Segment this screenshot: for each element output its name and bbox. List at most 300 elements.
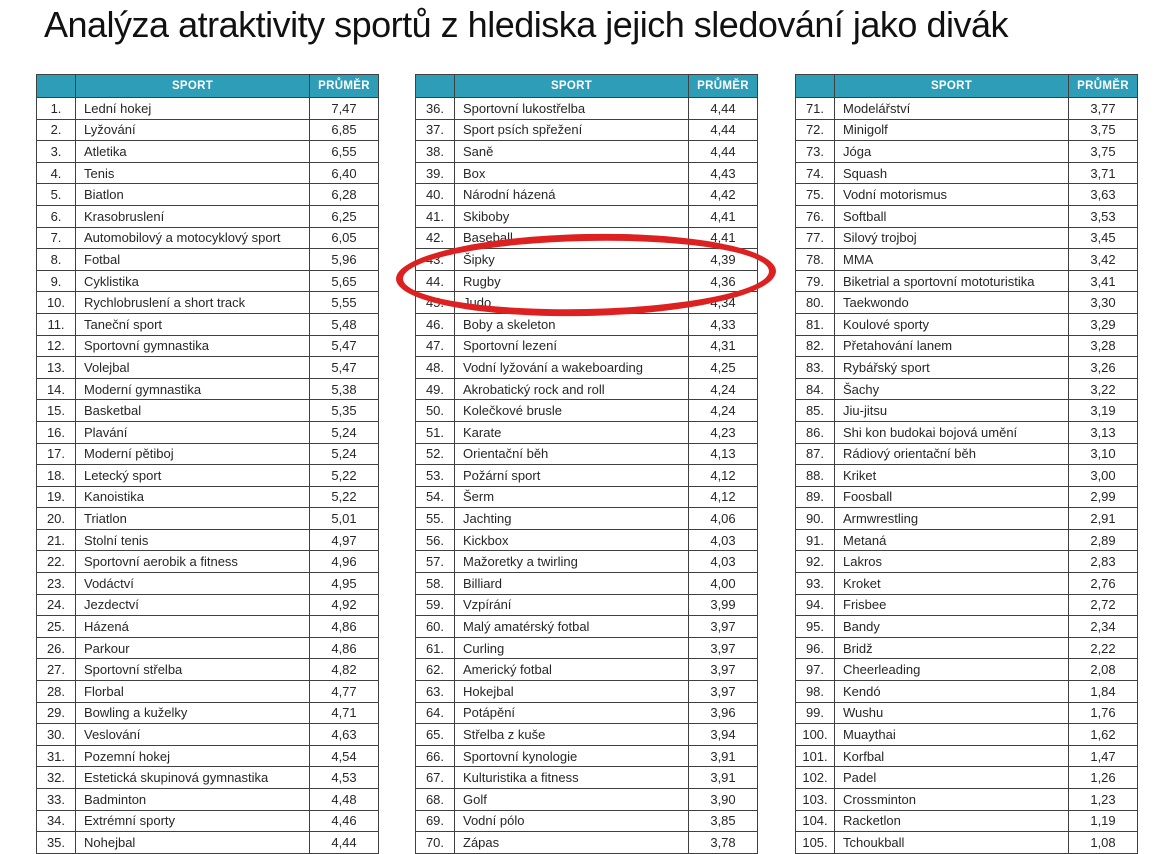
table-row — [416, 270, 758, 292]
table-row — [416, 184, 758, 206]
avg-cell: 2,89 — [1069, 529, 1138, 551]
sport-cell: Korfbal — [835, 745, 1069, 767]
avg-cell: 4,82 — [310, 659, 379, 681]
rank-cell: 66. — [416, 745, 455, 767]
table-row — [37, 832, 379, 854]
sport-cell: Billiard — [455, 573, 689, 595]
avg-cell: 3,91 — [689, 745, 758, 767]
sport-cell: Volejbal — [76, 357, 310, 379]
table-row — [37, 529, 379, 551]
rank-cell: 8. — [37, 249, 76, 271]
rank-cell: 62. — [416, 659, 455, 681]
table-row — [796, 443, 1138, 465]
avg-cell: 6,05 — [310, 227, 379, 249]
sport-cell: Kolečkové brusle — [455, 400, 689, 422]
sport-cell: Foosball — [835, 486, 1069, 508]
rank-cell: 33. — [37, 789, 76, 811]
rank-cell: 101. — [796, 745, 835, 767]
sport-cell: Kroket — [835, 573, 1069, 595]
sport-cell: Mažoretky a twirling — [455, 551, 689, 573]
table-row — [416, 767, 758, 789]
rank-cell: 29. — [37, 702, 76, 724]
avg-cell: 3,91 — [689, 767, 758, 789]
sport-cell: Sportovní střelba — [76, 659, 310, 681]
rank-cell: 19. — [37, 486, 76, 508]
sport-cell: Fotbal — [76, 249, 310, 271]
table-row — [796, 616, 1138, 638]
avg-cell: 4,86 — [310, 637, 379, 659]
rank-cell: 28. — [37, 681, 76, 703]
sport-cell: Rychlobruslení a short track — [76, 292, 310, 314]
sport-cell: Silový trojboj — [835, 227, 1069, 249]
sport-cell: Padel — [835, 767, 1069, 789]
avg-cell: 5,01 — [310, 508, 379, 530]
table-row — [37, 594, 379, 616]
table-row — [796, 702, 1138, 724]
sport-cell: Extrémní sporty — [76, 810, 310, 832]
sport-cell: Softball — [835, 205, 1069, 227]
avg-cell: 5,24 — [310, 421, 379, 443]
table-row — [37, 745, 379, 767]
table-row — [37, 162, 379, 184]
rank-cell: 78. — [796, 249, 835, 271]
sport-cell: Sportovní lezení — [455, 335, 689, 357]
table-row — [37, 659, 379, 681]
avg-cell: 4,46 — [310, 810, 379, 832]
rank-cell: 40. — [416, 184, 455, 206]
rank-cell: 17. — [37, 443, 76, 465]
avg-cell: 3,96 — [689, 702, 758, 724]
rank-cell: 103. — [796, 789, 835, 811]
rank-cell: 2. — [37, 119, 76, 141]
avg-cell: 4,44 — [689, 98, 758, 120]
rank-cell: 89. — [796, 486, 835, 508]
rank-cell: 61. — [416, 637, 455, 659]
rank-cell: 73. — [796, 141, 835, 163]
sport-cell: Letecký sport — [76, 465, 310, 487]
table-row — [37, 335, 379, 357]
sport-cell: Tchoukball — [835, 832, 1069, 854]
sport-cell: Crossminton — [835, 789, 1069, 811]
table-row — [796, 810, 1138, 832]
sport-cell: MMA — [835, 249, 1069, 271]
rank-cell: 54. — [416, 486, 455, 508]
table-header-row — [416, 75, 758, 98]
sport-cell: Cyklistika — [76, 270, 310, 292]
rank-cell: 75. — [796, 184, 835, 206]
avg-cell: 3,97 — [689, 681, 758, 703]
sport-cell: Lyžování — [76, 119, 310, 141]
table-row — [416, 335, 758, 357]
avg-cell: 3,13 — [1069, 421, 1138, 443]
rank-cell: 83. — [796, 357, 835, 379]
rank-cell: 41. — [416, 205, 455, 227]
table-row — [416, 378, 758, 400]
sport-cell: Metaná — [835, 529, 1069, 551]
avg-cell: 4,24 — [689, 378, 758, 400]
rank-cell: 20. — [37, 508, 76, 530]
rank-cell: 90. — [796, 508, 835, 530]
avg-cell: 3,99 — [689, 594, 758, 616]
avg-cell: 4,92 — [310, 594, 379, 616]
avg-cell: 4,03 — [689, 551, 758, 573]
avg-cell: 5,47 — [310, 357, 379, 379]
sport-cell: Orientační běh — [455, 443, 689, 465]
rank-cell: 95. — [796, 616, 835, 638]
rank-cell: 45. — [416, 292, 455, 314]
table-row — [37, 270, 379, 292]
rank-cell: 67. — [416, 767, 455, 789]
avg-cell: 2,76 — [1069, 573, 1138, 595]
table-row — [416, 292, 758, 314]
avg-cell: 1,23 — [1069, 789, 1138, 811]
avg-cell: 1,26 — [1069, 767, 1138, 789]
sport-cell: Vodní pólo — [455, 810, 689, 832]
sport-cell: Sportovní kynologie — [455, 745, 689, 767]
table-row — [796, 335, 1138, 357]
sport-cell: Tenis — [76, 162, 310, 184]
avg-cell: 6,55 — [310, 141, 379, 163]
avg-cell: 4,24 — [689, 400, 758, 422]
rank-cell: 30. — [37, 724, 76, 746]
sport-cell: Frisbee — [835, 594, 1069, 616]
rank-cell: 42. — [416, 227, 455, 249]
sport-cell: Potápění — [455, 702, 689, 724]
sport-cell: Přetahování lanem — [835, 335, 1069, 357]
avg-cell: 4,48 — [310, 789, 379, 811]
sport-cell: Sportovní gymnastika — [76, 335, 310, 357]
rank-cell: 77. — [796, 227, 835, 249]
avg-cell: 3,22 — [1069, 378, 1138, 400]
rank-cell: 86. — [796, 421, 835, 443]
avg-cell: 1,47 — [1069, 745, 1138, 767]
table-row — [37, 292, 379, 314]
table-row — [416, 616, 758, 638]
sport-cell: Vodní motorismus — [835, 184, 1069, 206]
table-row — [416, 357, 758, 379]
rank-cell: 58. — [416, 573, 455, 595]
sport-cell: Parkour — [76, 637, 310, 659]
table-header-row — [796, 75, 1138, 98]
rank-cell: 100. — [796, 724, 835, 746]
sport-cell: Curling — [455, 637, 689, 659]
sport-cell: Badminton — [76, 789, 310, 811]
avg-cell: 4,23 — [689, 421, 758, 443]
table-row — [37, 98, 379, 120]
sport-cell: Jezdectví — [76, 594, 310, 616]
rank-cell: 24. — [37, 594, 76, 616]
rank-cell: 43. — [416, 249, 455, 271]
sport-cell: Basketbal — [76, 400, 310, 422]
sport-cell: Cheerleading — [835, 659, 1069, 681]
rank-cell: 35. — [37, 832, 76, 854]
rank-cell: 72. — [796, 119, 835, 141]
table-row — [416, 119, 758, 141]
avg-cell: 4,31 — [689, 335, 758, 357]
table-row — [796, 724, 1138, 746]
sport-cell: Muaythai — [835, 724, 1069, 746]
table-row — [416, 551, 758, 573]
avg-cell: 3,29 — [1069, 313, 1138, 335]
sport-cell: Box — [455, 162, 689, 184]
avg-cell: 5,47 — [310, 335, 379, 357]
sport-cell: Moderní gymnastika — [76, 378, 310, 400]
sport-cell: Požární sport — [455, 465, 689, 487]
rank-cell: 102. — [796, 767, 835, 789]
avg-cell: 4,25 — [689, 357, 758, 379]
avg-cell: 4,95 — [310, 573, 379, 595]
avg-cell: 5,55 — [310, 292, 379, 314]
rank-cell: 5. — [37, 184, 76, 206]
table-row — [796, 205, 1138, 227]
rank-cell: 22. — [37, 551, 76, 573]
sport-cell: Střelba z kuše — [455, 724, 689, 746]
table-row — [416, 745, 758, 767]
table-row — [416, 573, 758, 595]
rank-cell: 59. — [416, 594, 455, 616]
avg-cell: 3,42 — [1069, 249, 1138, 271]
rank-cell: 60. — [416, 616, 455, 638]
rank-cell: 63. — [416, 681, 455, 703]
avg-cell: 5,35 — [310, 400, 379, 422]
sport-cell: Kendó — [835, 681, 1069, 703]
sport-cell: Triatlon — [76, 508, 310, 530]
table-row — [796, 767, 1138, 789]
sport-cell: Baseball — [455, 227, 689, 249]
table-row — [796, 486, 1138, 508]
avg-cell: 6,85 — [310, 119, 379, 141]
avg-cell: 4,34 — [689, 292, 758, 314]
rank-cell: 36. — [416, 98, 455, 120]
rank-cell: 10. — [37, 292, 76, 314]
table-row — [416, 810, 758, 832]
avg-cell: 6,40 — [310, 162, 379, 184]
sport-cell: Rugby — [455, 270, 689, 292]
sport-cell: Vodní lyžování a wakeboarding — [455, 357, 689, 379]
table-row — [796, 745, 1138, 767]
sport-cell: Sportovní aerobik a fitness — [76, 551, 310, 573]
table-row — [796, 551, 1138, 573]
sport-cell: Skiboby — [455, 205, 689, 227]
rank-cell: 57. — [416, 551, 455, 573]
sport-cell: Racketlon — [835, 810, 1069, 832]
sport-cell: Kanoistika — [76, 486, 310, 508]
avg-cell: 2,22 — [1069, 637, 1138, 659]
avg-cell: 4,00 — [689, 573, 758, 595]
sport-cell: Lední hokej — [76, 98, 310, 120]
rank-cell: 87. — [796, 443, 835, 465]
table-row — [416, 162, 758, 184]
table-row — [37, 486, 379, 508]
rank-cell: 44. — [416, 270, 455, 292]
sport-cell: Krasobruslení — [76, 205, 310, 227]
table-row — [416, 508, 758, 530]
table-row — [37, 551, 379, 573]
rank-cell: 47. — [416, 335, 455, 357]
sport-cell: Malý amatérský fotbal — [455, 616, 689, 638]
avg-cell: 3,90 — [689, 789, 758, 811]
table-row — [37, 141, 379, 163]
avg-cell: 3,63 — [1069, 184, 1138, 206]
sport-cell: Sportovní lukostřelba — [455, 98, 689, 120]
avg-cell: 3,53 — [1069, 205, 1138, 227]
rank-cell: 27. — [37, 659, 76, 681]
rank-cell: 94. — [796, 594, 835, 616]
table-row — [37, 313, 379, 335]
sport-cell: Jachting — [455, 508, 689, 530]
avg-cell: 4,77 — [310, 681, 379, 703]
avg-cell: 4,13 — [689, 443, 758, 465]
sport-cell: Kulturistika a fitness — [455, 767, 689, 789]
rank-cell: 96. — [796, 637, 835, 659]
table-row — [416, 637, 758, 659]
table-row — [37, 616, 379, 638]
avg-cell: 3,75 — [1069, 119, 1138, 141]
table-row — [416, 681, 758, 703]
sport-cell: Rybářský sport — [835, 357, 1069, 379]
avg-cell: 3,30 — [1069, 292, 1138, 314]
rank-cell: 18. — [37, 465, 76, 487]
sport-cell: Šachy — [835, 378, 1069, 400]
avg-cell: 4,53 — [310, 767, 379, 789]
rank-cell: 21. — [37, 529, 76, 551]
rank-cell: 25. — [37, 616, 76, 638]
avg-cell: 5,24 — [310, 443, 379, 465]
rank-cell: 65. — [416, 724, 455, 746]
sport-cell: Atletika — [76, 141, 310, 163]
avg-cell: 4,33 — [689, 313, 758, 335]
sport-cell: Bowling a kuželky — [76, 702, 310, 724]
sport-cell: Saně — [455, 141, 689, 163]
rank-cell: 23. — [37, 573, 76, 595]
sport-cell: Americký fotbal — [455, 659, 689, 681]
sport-cell: Bridž — [835, 637, 1069, 659]
table-row — [416, 529, 758, 551]
table-row — [416, 789, 758, 811]
avg-cell: 1,62 — [1069, 724, 1138, 746]
rank-cell: 14. — [37, 378, 76, 400]
avg-cell: 4,63 — [310, 724, 379, 746]
sport-cell: Nohejbal — [76, 832, 310, 854]
table-row — [416, 659, 758, 681]
rank-cell: 11. — [37, 313, 76, 335]
avg-cell: 4,44 — [310, 832, 379, 854]
rank-cell: 53. — [416, 465, 455, 487]
table-row — [37, 789, 379, 811]
table-row — [37, 465, 379, 487]
sport-cell: Karate — [455, 421, 689, 443]
table-row — [796, 400, 1138, 422]
table-row — [416, 141, 758, 163]
rank-cell: 31. — [37, 745, 76, 767]
avg-cell: 3,75 — [1069, 141, 1138, 163]
ranking-table-2 — [415, 74, 758, 854]
table-row — [37, 702, 379, 724]
rank-column-header — [796, 75, 835, 98]
rank-cell: 82. — [796, 335, 835, 357]
table-row — [796, 141, 1138, 163]
avg-cell: 2,34 — [1069, 616, 1138, 638]
sport-cell: Kickbox — [455, 529, 689, 551]
table-row — [37, 573, 379, 595]
rank-cell: 32. — [37, 767, 76, 789]
rank-cell: 68. — [416, 789, 455, 811]
sport-cell: Hokejbal — [455, 681, 689, 703]
avg-cell: 3,28 — [1069, 335, 1138, 357]
avg-cell: 5,65 — [310, 270, 379, 292]
sport-cell: Stolní tenis — [76, 529, 310, 551]
rank-cell: 79. — [796, 270, 835, 292]
table-row — [416, 465, 758, 487]
table-row — [37, 508, 379, 530]
table-row — [416, 702, 758, 724]
table-row — [37, 681, 379, 703]
sport-cell: Biketrial a sportovní mototuristika — [835, 270, 1069, 292]
table-row — [796, 508, 1138, 530]
table-row — [796, 227, 1138, 249]
avg-cell: 4,44 — [689, 141, 758, 163]
avg-cell: 4,06 — [689, 508, 758, 530]
sport-cell: Moderní pětiboj — [76, 443, 310, 465]
table-row — [796, 659, 1138, 681]
avg-cell: 1,84 — [1069, 681, 1138, 703]
sport-cell: Jóga — [835, 141, 1069, 163]
sport-cell: Boby a skeleton — [455, 313, 689, 335]
avg-cell: 6,28 — [310, 184, 379, 206]
avg-cell: 4,43 — [689, 162, 758, 184]
table-row — [796, 184, 1138, 206]
avg-cell: 6,25 — [310, 205, 379, 227]
rank-cell: 48. — [416, 357, 455, 379]
sport-cell: Vodáctví — [76, 573, 310, 595]
sport-cell: Šerm — [455, 486, 689, 508]
sport-cell: Koulové sporty — [835, 313, 1069, 335]
table-row — [37, 637, 379, 659]
table-row — [37, 378, 379, 400]
table-row — [416, 486, 758, 508]
rank-cell: 70. — [416, 832, 455, 854]
ranking-table-3 — [795, 74, 1138, 854]
table-row — [416, 832, 758, 854]
avg-cell: 4,41 — [689, 227, 758, 249]
rank-cell: 49. — [416, 378, 455, 400]
table-row — [796, 529, 1138, 551]
rank-cell: 80. — [796, 292, 835, 314]
avg-cell: 3,45 — [1069, 227, 1138, 249]
rank-cell: 91. — [796, 529, 835, 551]
avg-cell: 4,86 — [310, 616, 379, 638]
table-row — [796, 681, 1138, 703]
sport-cell: Šipky — [455, 249, 689, 271]
avg-cell: 3,78 — [689, 832, 758, 854]
table-row — [37, 443, 379, 465]
avg-cell: 4,44 — [689, 119, 758, 141]
rank-cell: 46. — [416, 313, 455, 335]
rank-cell: 6. — [37, 205, 76, 227]
table-row — [416, 249, 758, 271]
avg-cell: 1,08 — [1069, 832, 1138, 854]
rank-cell: 37. — [416, 119, 455, 141]
rank-cell: 104. — [796, 810, 835, 832]
table-row — [796, 465, 1138, 487]
avg-cell: 3,97 — [689, 616, 758, 638]
rank-cell: 64. — [416, 702, 455, 724]
table-header-row — [37, 75, 379, 98]
table-row — [37, 767, 379, 789]
table-row — [796, 789, 1138, 811]
table-row — [796, 357, 1138, 379]
table-row — [796, 421, 1138, 443]
